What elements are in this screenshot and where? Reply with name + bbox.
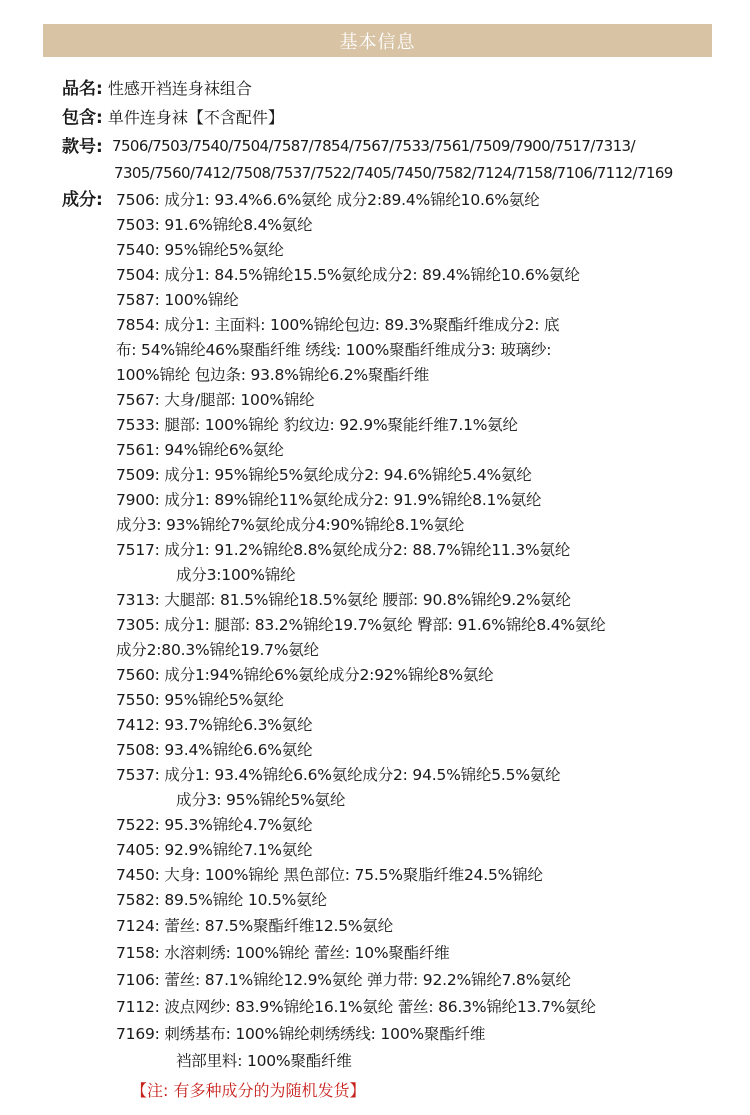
composition-line: 7854: 成分1: 主面料: 100%锦纶包边: 89.3%聚酯纤维成分2: 底 [116, 316, 560, 334]
composition-line: 7106: 蕾丝: 87.1%锦纶12.9%氨纶 弹力带: 92.2%锦纶7.8%氨纶 [116, 971, 571, 989]
package-value: 单件连身袜【不含配件】 [107, 108, 284, 127]
section-title: 基本信息 [339, 31, 416, 53]
composition-line: 7567: 大身/腿部: 100%锦纶 [116, 391, 315, 409]
composition-line: 7537: 成分1: 93.4%锦纶6.6%氨纶成分2: 94.5%锦纶5.5%氨纶 [116, 766, 561, 784]
composition-line: 100%锦纶 包边条: 93.8%锦纶6.2%聚酯纤维 [116, 366, 430, 384]
composition-line: 裆部里料: 100%聚酯纤维 [176, 1052, 352, 1070]
composition-line: 7587: 100%锦纶 [116, 291, 239, 309]
composition-line: 7313: 大腿部: 81.5%锦纶18.5%氨纶 腰部: 90.8%锦纶9.2%氨纶 [116, 591, 571, 609]
composition-line: 7561: 94%锦纶6%氨纶 [116, 441, 284, 459]
composition-line: 7158: 水溶刺绣: 100%锦纶 蕾丝: 10%聚酯纤维 [116, 944, 450, 962]
section-header [43, 24, 712, 57]
composition-line: 7533: 腿部: 100%锦纶 豹纹边: 92.9%聚能纤维7.1%氨纶 [116, 416, 518, 434]
composition-line: 7305: 成分1: 腿部: 83.2%锦纶19.7%氨纶 臀部: 91.6%锦纶8.4%氨纶 [116, 616, 606, 634]
composition-line: 7508: 93.4%锦纶6.6%氨纶 [116, 741, 313, 759]
product-name-row [62, 76, 252, 102]
composition-line: 7506: 成分1: 93.4%6.6%氨纶 成分2:89.4%锦纶10.6%氨纶 [116, 191, 540, 209]
model-numbers-line: 7506/7503/7540/7504/7587/7854/7567/7533/7561/7509/7900/7517/7313/ [112, 137, 635, 155]
model-numbers-label: 款号: [62, 137, 103, 157]
composition-line: 7503: 91.6%锦纶8.4%氨纶 [116, 216, 313, 234]
composition-line: 7504: 成分1: 84.5%锦纶15.5%氨纶成分2: 89.4%锦纶10.6%氨纶 [116, 266, 580, 284]
composition-line: 布: 54%锦纶46%聚酯纤维 绣线: 100%聚酯纤维成分3: 玻璃纱: [116, 341, 552, 359]
composition-line: 7517: 成分1: 91.2%锦纶8.8%氨纶成分2: 88.7%锦纶11.3%氨纶 [116, 541, 571, 559]
package-label: 包含: [62, 108, 103, 128]
composition-line: 7560: 成分1:94%锦纶6%氨纶成分2:92%锦纶8%氨纶 [116, 666, 494, 684]
composition-line: 7124: 蕾丝: 87.5%聚酯纤维12.5%氨纶 [116, 917, 394, 935]
composition-line: 7509: 成分1: 95%锦纶5%氨纶成分2: 94.6%锦纶5.4%氨纶 [116, 466, 532, 484]
composition-line: 成分3: 93%锦纶7%氨纶成分4:90%锦纶8.1%氨纶 [116, 516, 465, 534]
model-numbers-line: 7305/7560/7412/7508/7537/7522/7405/7450/7582/7124/7158/7106/7112/7169 [114, 164, 673, 182]
random-shipping-note: 【注: 有多种成分的为随机发货】 [131, 1081, 366, 1100]
composition-line: 成分3:100%锦纶 [176, 566, 296, 584]
composition-line: 成分3: 95%锦纶5%氨纶 [176, 791, 346, 809]
composition-line: 7582: 89.5%锦纶 10.5%氨纶 [116, 891, 327, 909]
model-numbers-row [62, 134, 103, 160]
composition-label: 成分: [62, 190, 103, 210]
composition-line: 7550: 95%锦纶5%氨纶 [116, 691, 284, 709]
composition-line: 7405: 92.9%锦纶7.1%氨纶 [116, 841, 313, 859]
composition-line: 7540: 95%锦纶5%氨纶 [116, 241, 284, 259]
composition-line: 成分2:80.3%锦纶19.7%氨纶 [116, 641, 319, 659]
composition-line: 7450: 大身: 100%锦纶 黑色部位: 75.5%聚脂纤维24.5%锦纶 [116, 866, 543, 884]
product-name-label: 品名: [62, 79, 103, 99]
composition-line: 7522: 95.3%锦纶4.7%氨纶 [116, 816, 313, 834]
composition-line: 7900: 成分1: 89%锦纶11%氨纶成分2: 91.9%锦纶8.1%氨纶 [116, 491, 542, 509]
composition-line: 7412: 93.7%锦纶6.3%氨纶 [116, 716, 313, 734]
composition-line: 7169: 刺绣基布: 100%锦纶刺绣绣线: 100%聚酯纤维 [116, 1025, 486, 1043]
product-name-value: 性感开裆连身袜组合 [107, 79, 252, 98]
package-row [62, 105, 284, 131]
composition-line: 7112: 波点网纱: 83.9%锦纶16.1%氨纶 蕾丝: 86.3%锦纶13.7%氨纶 [116, 998, 596, 1016]
